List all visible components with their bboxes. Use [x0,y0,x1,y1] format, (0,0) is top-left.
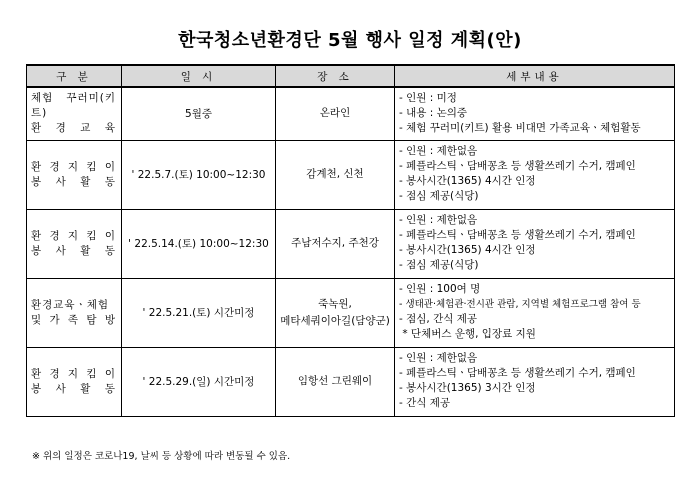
table-row [27,278,675,347]
row-place: 감계천, 신천 [276,140,395,209]
row-date: ' 22.5.21.(토) 시간미정 [122,278,276,347]
row-category: 환경교육ㆍ체험 및 가 족 탐 방 [27,278,122,347]
table-row [27,347,675,416]
row-date: ' 22.5.14.(토) 10:00~12:30 [122,209,276,278]
header-category: 구 분 [27,65,122,87]
page-title: 한국청소년환경단 5월 행사 일정 계획(안) [178,30,522,51]
header-details: 세부내용 [395,65,675,87]
row-category: 환 경 지 킴 이 봉 사 활 동 [27,209,122,278]
row-category: 체험 꾸러미(키트) 환 경 교 육 [27,87,122,140]
row-details: - 인원 : 미정 - 내용 : 논의중 - 체험 꾸러미(키트) 활용 비대면 가족교육ㆍ체험활동 [395,87,675,140]
row-date: ' 22.5.7.(토) 10:00~12:30 [122,140,276,209]
row-place: 주남저수지, 주천강 [276,209,395,278]
row-date: 5월중 [122,87,276,140]
row-details: - 인원 : 제한없음 - 페플라스틱ㆍ담배꽁초 등 생활쓰레기 수거, 캠페인 - 봉사시간(1365) 4시간 인정 - 점심 제공(식당) [395,209,675,278]
row-place: 죽녹원, 메타세쿼이아길(담양군) [276,278,395,347]
row-place: 임항선 그린웨이 [276,347,395,416]
row-category: 환 경 지 킴 이 봉 사 활 동 [27,347,122,416]
row-category: 환 경 지 킴 이 봉 사 활 동 [27,140,122,209]
table-row [27,209,675,278]
header-place: 장 소 [276,65,395,87]
row-details: - 인원 : 100여 명 - 생태관·체험관·전시관 관람, 지역별 체험프로그램 참여 등 - 점심, 간식 제공 * 단체버스 운행, 입장료 지원 [395,278,675,347]
schedule-table [26,64,675,417]
row-place: 온라인 [276,87,395,140]
header-date: 일 시 [122,65,276,87]
table-header-row [27,65,675,87]
row-details: - 인원 : 제한없음 - 페플라스틱ㆍ담배꽁초 등 생활쓰레기 수거, 캠페인 - 봉사시간(1365) 4시간 인정 - 점심 제공(식당) [395,140,675,209]
footnote: ※ 위의 일정은 코로나19, 날씨 등 상황에 따라 변동될 수 있음. [32,451,291,462]
row-details: - 인원 : 제한없음 - 페플라스틱ㆍ담배꽁초 등 생활쓰레기 수거, 캠페인 - 봉사시간(1365) 3시간 인정 - 간식 제공 [395,347,675,416]
table-row [27,140,675,209]
table-row [27,87,675,140]
row-date: ' 22.5.29.(일) 시간미정 [122,347,276,416]
